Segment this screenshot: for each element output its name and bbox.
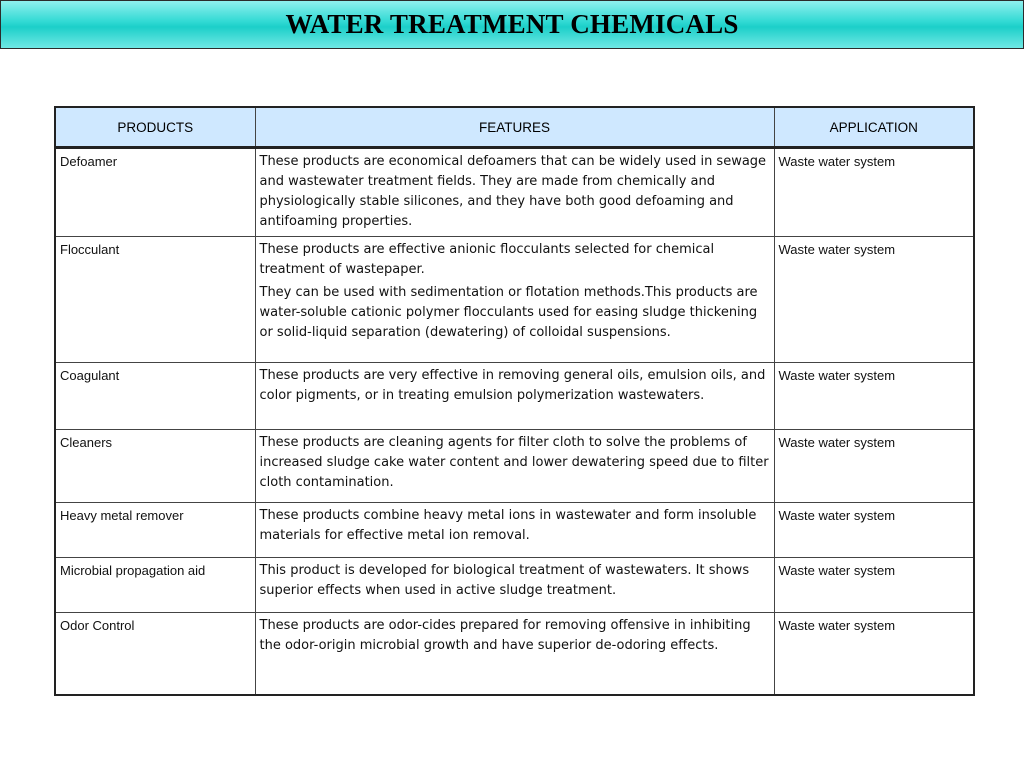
- table-row: [55, 558, 974, 613]
- features-cell: These products are effective anionic flocculants selected for chemical treatment of wastepaper. They can be used with sedimentation or flotation methods.This products are water-soluble cationic polymer flocculants used for easing sludge thickening or solid-liquid separation (dewatering) of colloidal suspensions.: [255, 237, 774, 363]
- table-row: [55, 613, 974, 695]
- features-cell: These products are cleaning agents for filter cloth to solve the problems of increased sludge cake water content and lower dewatering speed due to filter cloth contamination.: [255, 430, 774, 503]
- table-row: [55, 148, 974, 237]
- application-cell: Waste water system: [774, 363, 974, 430]
- application-cell: Waste water system: [774, 430, 974, 503]
- chemicals-table: [54, 106, 975, 696]
- table-row: [55, 503, 974, 558]
- features-cell: These products are economical defoamers that can be widely used in sewage and wastewater treatment fields. They are made from chemically and physiologically stable silicones, and they have both good defoaming and antifoaming properties.: [255, 148, 774, 237]
- features-cell: These products are very effective in removing general oils, emulsion oils, and color pigments, or in treating emulsion polymerization wastewaters.: [255, 363, 774, 430]
- application-cell: Waste water system: [774, 237, 974, 363]
- product-cell: Odor Control: [55, 613, 255, 695]
- title-bar: [0, 0, 1024, 49]
- product-cell: Cleaners: [55, 430, 255, 503]
- header-products: PRODUCTS: [55, 107, 255, 148]
- features-cell: This product is developed for biological treatment of wastewaters. It shows superior effects when used in active sludge treatment.: [255, 558, 774, 613]
- application-cell: Waste water system: [774, 558, 974, 613]
- product-cell: Heavy metal remover: [55, 503, 255, 558]
- application-cell: Waste water system: [774, 148, 974, 237]
- header-application: APPLICATION: [774, 107, 974, 148]
- table-header-row: [55, 107, 974, 148]
- table-row: [55, 363, 974, 430]
- table-row: [55, 237, 974, 363]
- application-cell: Waste water system: [774, 503, 974, 558]
- features-cell: These products are odor-cides prepared for removing offensive in inhibiting the odor-origin microbial growth and have superior de-odoring effects.: [255, 613, 774, 695]
- page-title: WATER TREATMENT CHEMICALS: [285, 9, 739, 39]
- application-cell: Waste water system: [774, 613, 974, 695]
- product-cell: Coagulant: [55, 363, 255, 430]
- features-cell: These products combine heavy metal ions in wastewater and form insoluble materials for effective metal ion removal.: [255, 503, 774, 558]
- product-cell: Defoamer: [55, 148, 255, 237]
- table-row: [55, 430, 974, 503]
- product-cell: Microbial propagation aid: [55, 558, 255, 613]
- product-cell: Flocculant: [55, 237, 255, 363]
- header-features: FEATURES: [255, 107, 774, 148]
